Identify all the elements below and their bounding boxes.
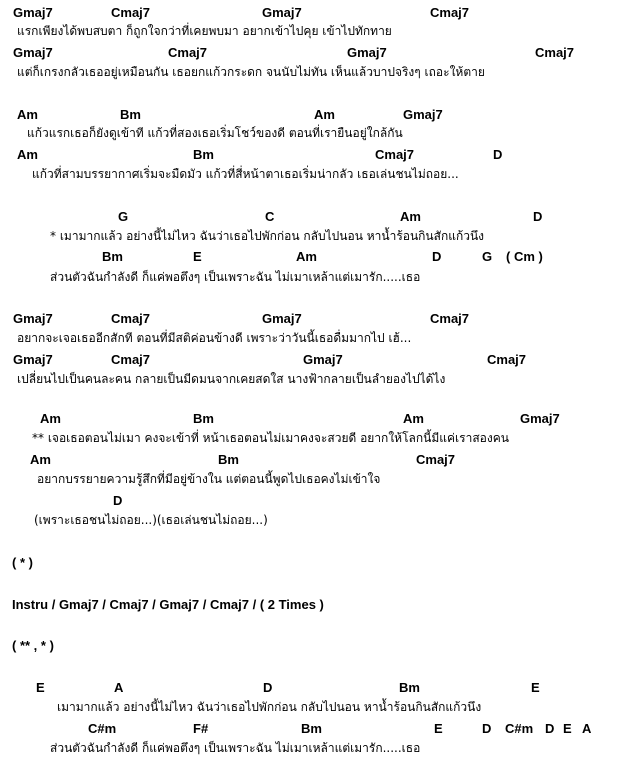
- chord-verse3-line2-4: Cmaj7: [487, 352, 527, 367]
- chord-verse2-line2-3: Cmaj7: [375, 147, 415, 162]
- chord-chorus1-line1-3: Am: [400, 209, 421, 224]
- chord-chorus2-line2-3: Bm: [301, 721, 322, 736]
- chord-chorus2-line2-9: A: [582, 721, 592, 736]
- chord-verse1-line2-3: Gmaj7: [347, 45, 387, 60]
- lyric-chorus2-line1: เมามากแล้ว อย่างนี้ไม่ไหว ฉันว่าเธอไปพักก่อน กลับไปนอน หาน้ำร้อนกินสักแก้วนึง: [57, 700, 482, 714]
- lyric-verse2-line1: แก้วแรกเธอก็ยังดูเข้าที แก้วที่สองเธอเริ่มโชว์ของดี ตอนที่เรายืนอยู่ใกล้กัน: [27, 126, 403, 140]
- chord-chorus1-line2-6: ( Cm ): [506, 249, 543, 264]
- repeat-chorus-marker: ( * ): [12, 555, 33, 570]
- instru-line: Instru / Gmaj7 / Cmaj7 / Gmaj7 / Cmaj7 / ( 2 Times ): [12, 597, 324, 612]
- chord-verse2-line2-2: Bm: [193, 147, 214, 162]
- chord-verse1-line1-4: Cmaj7: [430, 5, 470, 20]
- chord-bridge-line1-1: Am: [40, 411, 61, 426]
- lyric-bridge-line3: (เพราะเธอชนไม่ถอย...)(เธอเล่นชนไม่ถอย...): [34, 513, 268, 527]
- chord-bridge-line1-4: Gmaj7: [520, 411, 560, 426]
- chord-bridge-line2-3: Cmaj7: [416, 452, 456, 467]
- lyric-verse1-line2: แต่ก็เกรงกลัวเธออยู่เหมือนกัน เธอยกแก้วกระดก จนนับไม่ทัน เห็นแล้วบาปจริงๆ เถอะให้ตาย: [17, 65, 485, 79]
- chord-verse2-line1-4: Gmaj7: [403, 107, 443, 122]
- lyric-chorus2-line2: ส่วนตัวฉันกำลังดี ก็แค่พอตึงๆ เป็นเพราะฉัน ไม่เมาเหล้าแต่เมารัก.....เธอ: [50, 741, 421, 755]
- chord-chorus1-line1-1: G: [118, 209, 129, 224]
- chord-verse2-line2-1: Am: [17, 147, 38, 162]
- chord-verse1-line2-1: Gmaj7: [13, 45, 53, 60]
- chord-verse3-line1-3: Gmaj7: [262, 311, 302, 326]
- chord-chorus1-line2-5: G: [482, 249, 493, 264]
- chord-chorus2-line1-4: Bm: [399, 680, 420, 695]
- chord-chorus2-line1-2: A: [114, 680, 124, 695]
- chord-chorus2-line2-1: C#m: [88, 721, 117, 736]
- chord-chorus1-line2-3: Am: [296, 249, 317, 264]
- chord-verse1-line1-2: Cmaj7: [111, 5, 151, 20]
- chord-chorus2-line2-7: D: [545, 721, 555, 736]
- chord-verse2-line1-2: Bm: [120, 107, 141, 122]
- chord-verse2-line2-4: D: [493, 147, 503, 162]
- chord-chorus1-line2-1: Bm: [102, 249, 123, 264]
- chord-bridge-line2-1: Am: [30, 452, 51, 467]
- chord-chorus2-line2-2: F#: [193, 721, 209, 736]
- chord-chorus2-line2-8: E: [563, 721, 572, 736]
- lyric-verse2-line2: แก้วที่สามบรรยากาศเริ่มจะมืดมัว แก้วที่สี่หน้าตาเธอเริ่มน่ากลัว เธอเล่นชนไม่ถอย...: [32, 167, 459, 181]
- chord-verse3-line2-1: Gmaj7: [13, 352, 53, 367]
- chord-chorus2-line2-6: C#m: [505, 721, 534, 736]
- chord-verse3-line2-2: Cmaj7: [111, 352, 151, 367]
- chord-chorus1-line1-2: C: [265, 209, 275, 224]
- chord-chorus2-line1-5: E: [531, 680, 540, 695]
- chord-chorus1-line2-4: D: [432, 249, 442, 264]
- chord-verse1-line2-2: Cmaj7: [168, 45, 208, 60]
- chord-verse3-line1-4: Cmaj7: [430, 311, 470, 326]
- lyric-verse3-line1: อยากจะเจอเธออีกสักที ตอนที่มีสติค่อนข้างดี เพราะว่าวันนี้เธอดื่มมากไป เฮ้...: [17, 331, 412, 345]
- chord-bridge-line1-3: Am: [403, 411, 424, 426]
- chord-chorus2-line2-5: D: [482, 721, 492, 736]
- lyric-verse3-line2: เปลี่ยนไปเป็นคนละคน กลายเป็นมีดมนจากเคยสดใส นางฟ้ากลายเป็นลำยองไปได้ไง: [17, 372, 446, 386]
- chord-verse1-line2-4: Cmaj7: [535, 45, 575, 60]
- chord-chorus2-line1-3: D: [263, 680, 273, 695]
- lyric-chorus1-line2: ส่วนตัวฉันกำลังดี ก็แค่พอตึงๆ เป็นเพราะฉัน ไม่เมาเหล้าแต่เมารัก.....เธอ: [50, 270, 421, 284]
- chord-verse3-line2-3: Gmaj7: [303, 352, 343, 367]
- lyric-bridge-line1: ** เจอเธอตอนไม่เมา คงจะเข้าที่ หน้าเธอตอนไม่เมาคงจะสวยดี อยากให้โลกนี้มีแค่เราสองคน: [32, 431, 509, 445]
- chord-bridge-line3-1: D: [113, 493, 123, 508]
- chord-verse2-line1-3: Am: [314, 107, 335, 122]
- chord-verse1-line1-1: Gmaj7: [13, 5, 53, 20]
- lyric-bridge-line2: อยากบรรยายความรู้สึกที่มีอยู่ข้างใน แต่ตอนนี้พูดไปเธอคงไม่เข้าใจ: [37, 472, 381, 486]
- repeat-bridge-chorus-marker: ( ** , * ): [12, 638, 54, 653]
- chord-verse1-line1-3: Gmaj7: [262, 5, 302, 20]
- chord-bridge-line1-2: Bm: [193, 411, 214, 426]
- chord-chorus1-line1-4: D: [533, 209, 543, 224]
- lyric-chorus1-line1: * เมามากแล้ว อย่างนี้ไม่ไหว ฉันว่าเธอไปพักก่อน กลับไปนอน หาน้ำร้อนกินสักแก้วนึง: [50, 229, 485, 243]
- chord-chorus1-line2-2: E: [193, 249, 202, 264]
- lyric-verse1-line1: แรกเพียงได้พบสบตา ก็ถูกใจกว่าที่เคยพบมา อยากเข้าไปคุย เข้าไปทักทาย: [17, 24, 392, 38]
- chord-verse3-line1-2: Cmaj7: [111, 311, 151, 326]
- chord-chorus2-line2-4: E: [434, 721, 443, 736]
- chord-chorus2-line1-1: E: [36, 680, 45, 695]
- chord-bridge-line2-2: Bm: [218, 452, 239, 467]
- chord-verse3-line1-1: Gmaj7: [13, 311, 53, 326]
- chord-verse2-line1-1: Am: [17, 107, 38, 122]
